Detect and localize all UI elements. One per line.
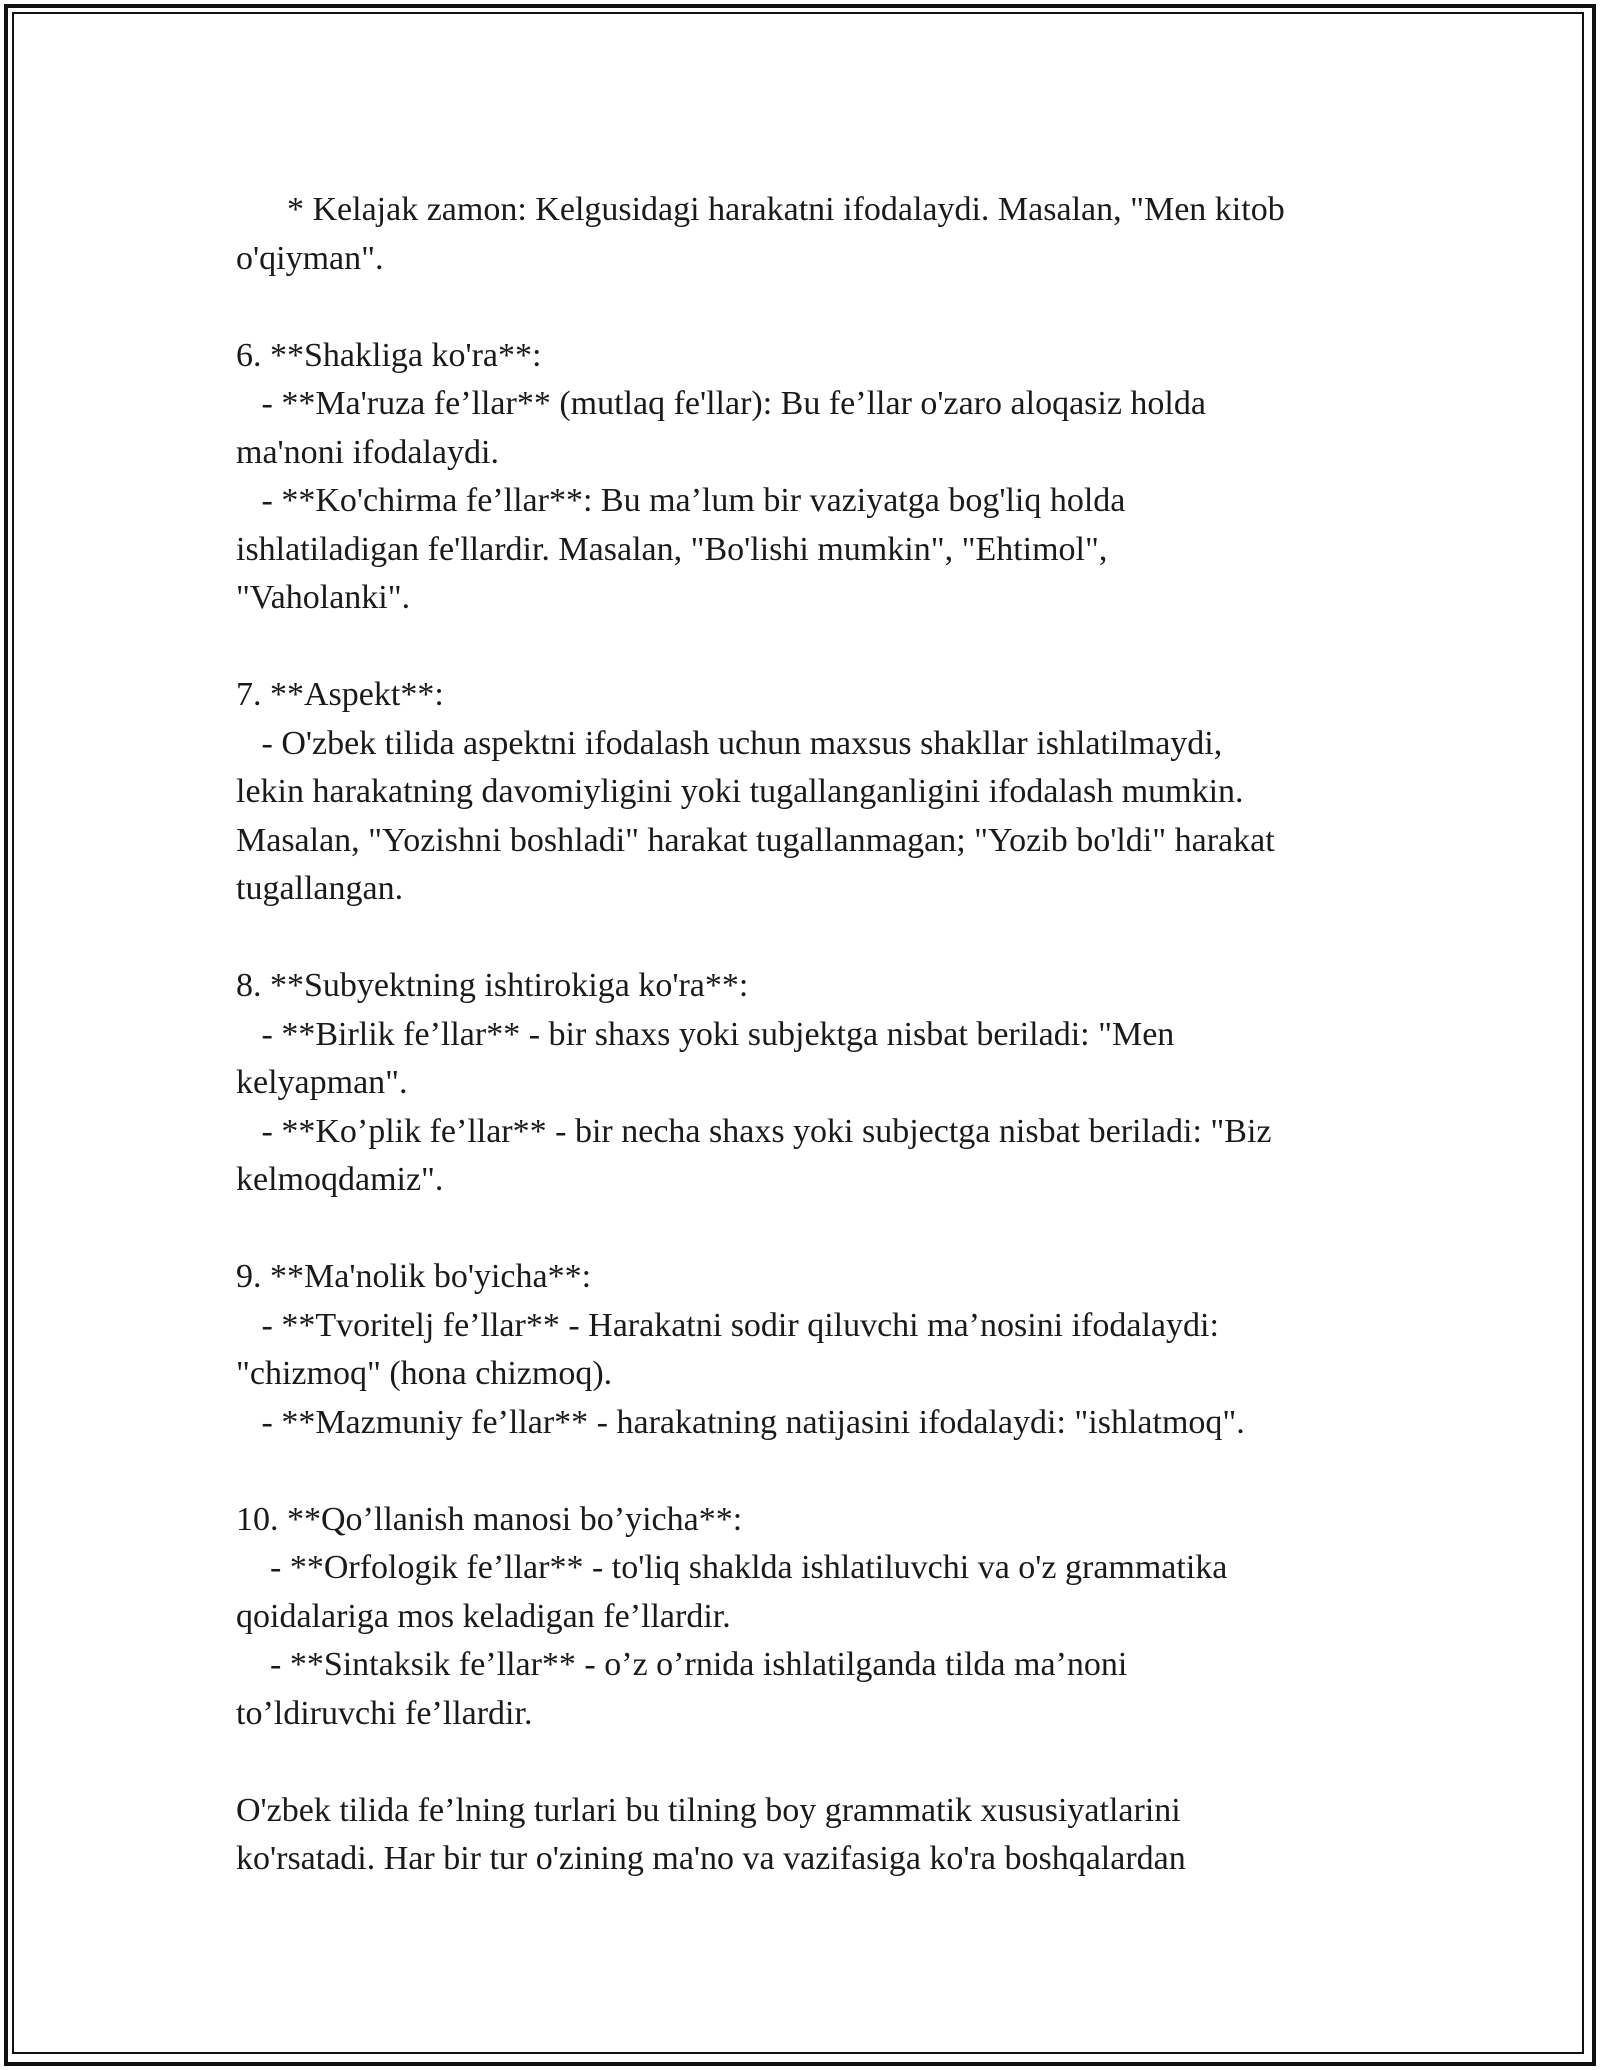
text-line: - **Mazmuniy fe’llar** - harakatning natijasini ifodalaydi: "ishlatmoq". [236,1403,1245,1441]
text-line: - **Ko'chirma fe’llar**: Bu ma’lum bir vaziyatga bog'liq holda [236,482,1126,519]
text-line: Masalan, "Yozishni boshladi" harakat tugallanmagan; "Yozib bo'ldi" harakat [236,821,1275,859]
text-line: to’ldiruvchi fe’llardir. [236,1694,533,1732]
text-line: o'qiyman". [236,239,384,277]
document-body [236,186,1386,1884]
blank-line [236,914,1386,963]
text-line: ko'rsatadi. Har bir tur o'zining ma'no va vazifasiga ko'ra boshqalardan [236,1840,1186,1877]
text-line: - **Birlik fe’llar** - bir shaxs yoki subjektga nisbat beriladi: "Men [236,1015,1175,1053]
text-line: - **Orfologik fe’llar** - to'liq shaklda ishlatiluvchi va o'z grammatika [236,1549,1228,1586]
text-line: O'zbek tilida fe’lning turlari bu tilning boy grammatik xususiyatlarini [236,1791,1181,1829]
text-line: kelyapman". [236,1064,408,1101]
text-line: - O'zbek tilida aspektni ifodalash uchun maxsus shakllar ishlatilmaydi, [236,724,1223,762]
blank-line [236,283,1386,332]
text-line: kelmoqdamiz". [236,1161,444,1198]
section-heading-10: 10. **Qo’llanish manosi bo’yicha**: [236,1500,743,1538]
section-heading-7: 7. **Aspekt**: [236,676,444,713]
text-line: * Kelajak zamon: Kelgusidagi harakatni ifodalaydi. Masalan, "Men kitob [236,191,1285,228]
text-line: tugallangan. [236,870,404,907]
section-heading-8: 8. **Subyektning ishtirokiga ko'ra**: [236,967,749,1004]
text-line: - **Tvoritelj fe’llar** - Harakatni sodir qiluvchi ma’nosini ifodalaydi: [236,1306,1219,1344]
text-line: - **Ma'ruza fe’llar** (mutlaq fe'llar): Bu fe’llar o'zaro aloqasiz holda [236,385,1206,422]
text-line: qoidalariga mos keladigan fe’llardir. [236,1597,731,1635]
section-heading-9: 9. **Ma'nolik bo'yicha**: [236,1258,592,1295]
blank-line [236,1447,1386,1496]
text-line: lekin harakatning davomiyligini yoki tugallanganligini ifodalash mumkin. [236,773,1244,810]
text-line: - **Sintaksik fe’llar** - o’z o’rnida ishlatilganda tilda ma’noni [236,1646,1128,1683]
blank-line [236,1738,1386,1787]
blank-line [236,623,1386,672]
text-line: - **Ko’plik fe’llar** - bir necha shaxs yoki subjectga nisbat beriladi: "Biz [236,1112,1272,1150]
text-line: "Vaholanki". [236,579,411,616]
text-line: ishlatiladigan fe'llardir. Masalan, "Bo'lishi mumkin", "Ehtimol", [236,530,1108,568]
blank-line [236,1205,1386,1254]
section-heading-6: 6. **Shakliga ko'ra**: [236,336,542,374]
text-line: ma'noni ifodalaydi. [236,433,499,471]
text-line: "chizmoq" (hona chizmoq). [236,1355,613,1392]
